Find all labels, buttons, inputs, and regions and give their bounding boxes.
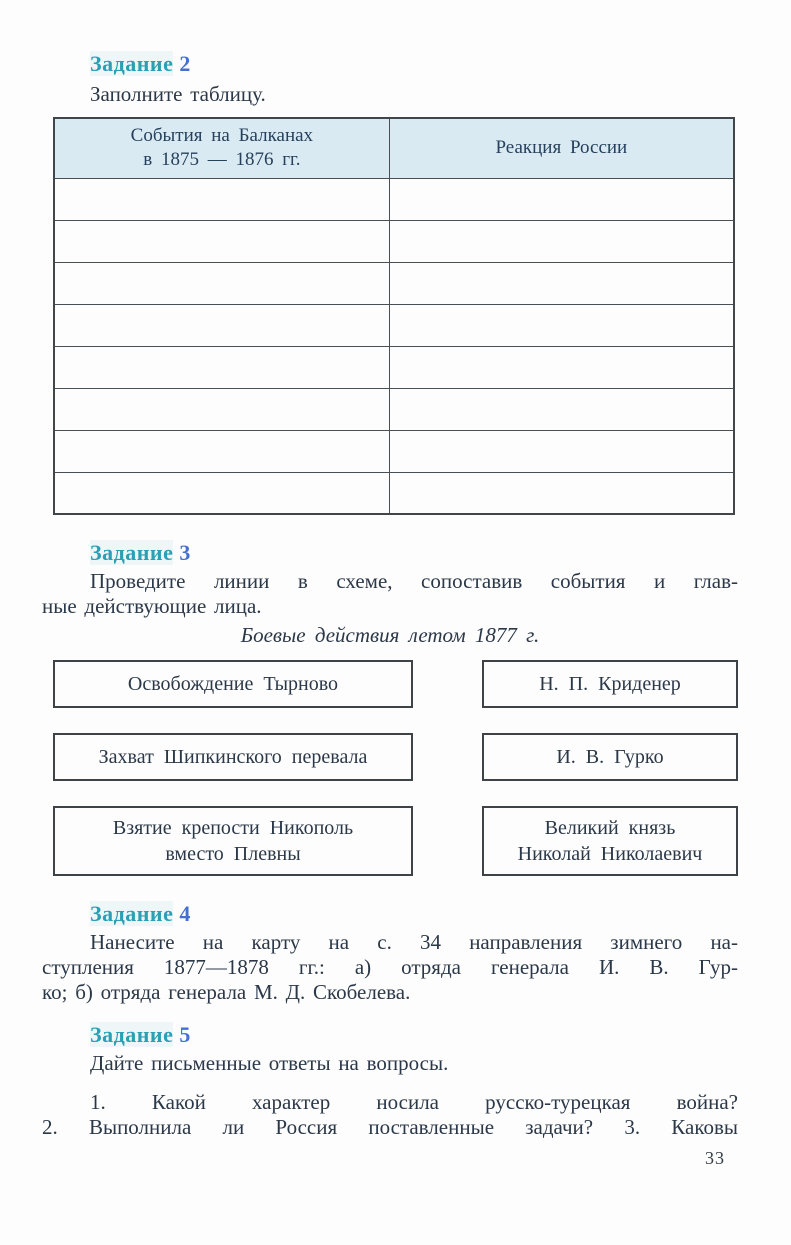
person-box-kridener [482,660,738,708]
task4-instruction [42,930,738,1005]
table-empty-cell [389,304,734,346]
table-empty-row [54,346,734,388]
person-box-gurko [482,733,738,781]
table-empty-cell [54,304,389,346]
person-box-label: И. В. Гурко [556,746,664,768]
table-empty-row [54,178,734,220]
event-box-shipka [53,733,413,781]
task4-instruction-line: Нанесите на карту на с. 34 направления зимнего на- [90,930,738,954]
task5-question-line: 2. Выполнила ли Россия поставленные задачи? 3. Каковы [42,1115,738,1139]
table-empty-row [54,388,734,430]
scheme-row [53,660,738,708]
task3-heading-word: Задание [90,540,174,565]
task2-instruction: Заполните таблицу. [90,82,266,106]
page-number: 33 [705,1148,725,1168]
event-box-label: Взятие крепости Никополь [112,817,354,839]
task2-heading-word: Задание [90,51,174,76]
table-empty-cell [389,430,734,472]
task4-heading-number: 4 [179,901,191,926]
table-empty-cell [54,472,389,514]
table-empty-cell [389,388,734,430]
table-empty-cell [389,346,734,388]
task2-heading-number: 2 [179,51,191,76]
task5-questions [42,1090,738,1140]
table-empty-cell [389,472,734,514]
table-empty-row [54,472,734,514]
task3-instruction-line: Проведите линии в схеме, сопоставив события и глав- [90,569,738,593]
task4-heading-word: Задание [90,901,174,926]
event-box-label: Освобождение Тырново [127,673,339,695]
task4-instruction-line: ко; б) отряда генерала М. Д. Скобелева. [42,980,411,1004]
task5-question-line: 1. Какой характер носила русско-турецкая война? [90,1090,738,1114]
task2-fill-table [53,117,735,515]
event-box-nikopol [53,806,413,876]
table-empty-cell [54,178,389,220]
table-body [54,178,734,514]
event-box-label: Захват Шипкинского перевала [98,746,368,768]
scheme-row [53,733,738,781]
task2-heading [90,52,738,76]
task3-instruction-line: ные действующие лица. [42,594,262,618]
event-box-tyrnovo [53,660,413,708]
person-box-label: Великий князь [544,817,676,839]
task5-instruction: Дайте письменные ответы на вопросы. [90,1051,449,1075]
task4-instruction-line: ступления 1877—1878 гг.: а) отряда генерала И. В. Гур- [42,955,738,979]
scheme-row [53,806,738,876]
task3-heading-number: 3 [179,540,191,565]
table-col1-header-line1: События на Балканах [130,125,314,147]
table-header [54,118,734,178]
table-col1-header [54,118,389,178]
table-empty-row [54,430,734,472]
person-box-label: Н. П. Криденер [539,673,681,695]
task3-heading [90,541,738,565]
matching-scheme [42,660,738,876]
task5-heading-number: 5 [179,1022,191,1047]
person-box-label: Николай Николаевич [517,843,703,865]
table-empty-cell [54,388,389,430]
table-empty-cell [54,220,389,262]
task3-instruction [42,569,738,619]
person-box-grand-duke [482,806,738,876]
table-empty-row [54,262,734,304]
table-col1-header-line2: в 1875 — 1876 гг. [143,149,301,171]
task5-heading-word: Задание [90,1022,174,1047]
table-empty-cell [54,346,389,388]
scheme-title: Боевые действия летом 1877 г. [240,623,540,647]
event-box-label: вместо Плевны [165,843,301,865]
table-empty-cell [389,220,734,262]
table-col2-header [389,118,734,178]
table-empty-row [54,220,734,262]
task5-heading [90,1023,738,1047]
table-empty-cell [54,430,389,472]
table-empty-cell [389,262,734,304]
table-empty-cell [54,262,389,304]
task4-heading [90,902,738,926]
table-empty-cell [389,178,734,220]
table-empty-row [54,304,734,346]
table-header-row [54,118,734,178]
table-col2-header-line: Реакция России [495,137,628,159]
